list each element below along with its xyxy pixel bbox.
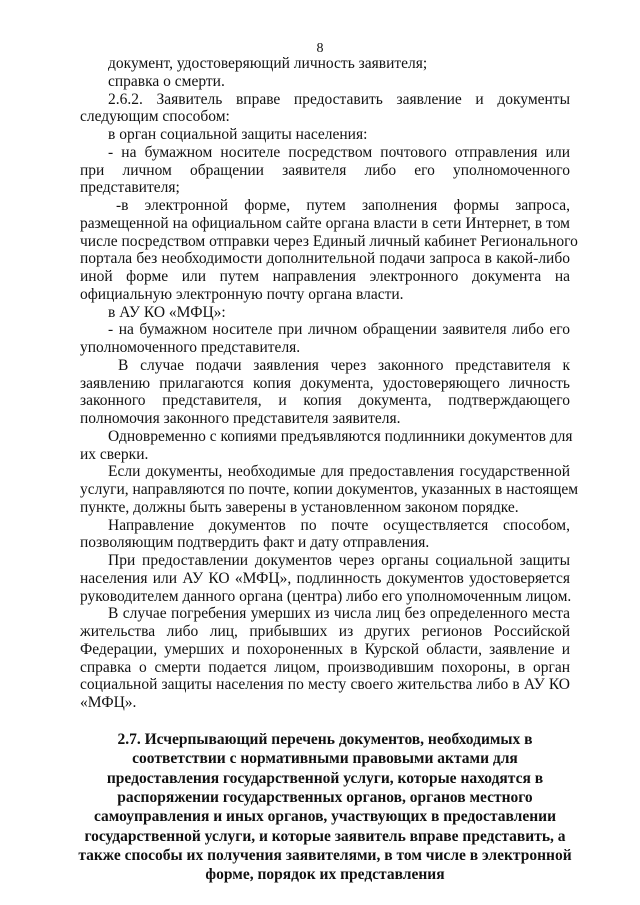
text-line: справка о смерти подается лицом, производившим похороны, в орган [80, 658, 570, 676]
text-line: услуги, направляются по почте, копии документов, указанных в настоящем [80, 481, 579, 498]
text-line: их сверки. [80, 445, 149, 463]
text-line: жительства либо лиц, прибывших из других регионов Российской [80, 623, 570, 640]
text-line: законного представителя, и копия документа, подтверждающего [80, 392, 570, 410]
text-line: пункте, должны быть заверены в установленном законом порядке. [80, 498, 519, 516]
text-line: В случае погребения умерших из числа лиц без определенного места [108, 605, 570, 623]
text-line: социальной защиты населения по месту своего жительства либо в АУ КО [80, 676, 570, 694]
heading-line: предоставления государственной услуги, которые находятся в [106, 769, 544, 787]
heading-line: соответствии с нормативными правовыми актами для [132, 750, 518, 768]
text-line: руководителем данного органа (центра) либо его уполномоченным лицом. [80, 587, 572, 605]
text-line: уполномоченного представителя. [80, 339, 301, 356]
text-line: -в электронной форме, путем заполнения формы запроса, [116, 197, 570, 214]
text-line: 2.6.2. Заявитель вправе предоставить заявление и документы [108, 90, 570, 108]
text-line: размещенной на официальном сайте органа власти в сети Интернет, в том [80, 214, 570, 232]
text-line: «МФЦ». [80, 694, 137, 711]
text-line: - на бумажном носителе при личном обращении заявителя либо его [108, 321, 570, 339]
text-line: в АУ КО «МФЦ»: [108, 303, 226, 321]
page-number: 8 [316, 41, 324, 56]
text-line: справка о смерти. [108, 72, 225, 90]
text-line: портала без необходимости дополнительной подачи запроса в какой-либо [80, 250, 570, 268]
heading-line: распоряжении государственных органов, органов местного [117, 788, 533, 806]
text-line: иной форме или путем направления электронного документа на [80, 268, 570, 285]
text-line: при личном обращении заявителя либо его уполномоченного [80, 161, 570, 179]
text-line: документ, удостоверяющий личность заявителя; [108, 55, 428, 72]
text-line: Одновременно с копиями предъявляются подлинники документов для [108, 427, 573, 445]
heading-line: государственной услуги, и которые заявитель вправе представить, а [84, 827, 566, 845]
text-line: официальную электронную почту органа власти. [80, 285, 404, 303]
text-line: В случае подачи заявления через законного представителя к [118, 356, 570, 374]
text-line: Если документы, необходимые для предоставления государственной [108, 463, 570, 481]
text-line: населения или АУ КО «МФЦ», подлинность документов удостоверяется [80, 569, 570, 587]
heading-line: также способы их получения заявителями, в том числе в электронной [78, 846, 572, 864]
text-line: Федерации, умерших и похороненных в Курской области, заявление и [80, 640, 570, 658]
heading-line: 2.7. Исчерпывающий перечень документов, необходимых в [117, 731, 533, 748]
text-line: полномочия законного представителя заявителя. [80, 410, 401, 427]
text-line: - на бумажном носителе посредством почтового отправления или [108, 143, 570, 161]
text-line: заявлению прилагаются копия документа, удостоверяющего личность [80, 374, 570, 392]
text-line: в орган социальной защиты населения: [108, 126, 368, 143]
text-line: Направление документов по почте осуществляется способом, [108, 516, 570, 534]
text-line: позволяющим подтвердить факт и дату отправления. [80, 534, 430, 552]
heading-line: самоуправления и иных органов, участвующих в предоставлении [93, 808, 557, 826]
heading-line: форме, порядок их представления [205, 866, 445, 884]
text-line: При предоставлении документов через органы социальной защиты [108, 552, 570, 569]
text-line: числе посредством отправки через Единый личный кабинет Регионального [80, 232, 578, 250]
text-line: представителя; [80, 179, 180, 197]
text-line: следующим способом: [80, 108, 230, 126]
